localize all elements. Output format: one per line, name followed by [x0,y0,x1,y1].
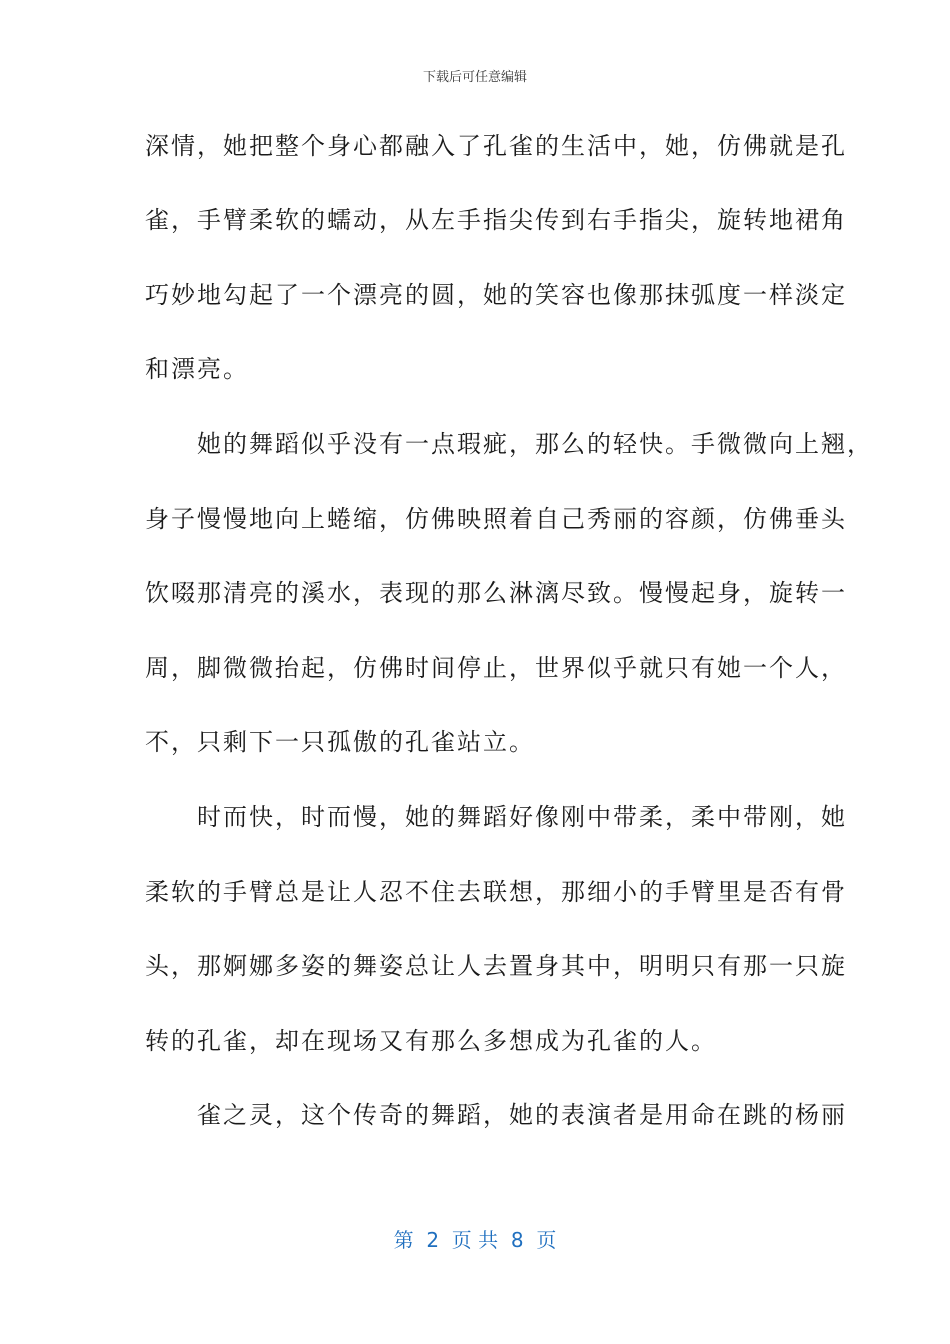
page-number-footer: 第 2 页 共 8 页 [393,1228,557,1252]
text-line: 雀，手臂柔软的蠕动，从左手指尖传到右手指尖，旋转地裙角 [145,206,847,234]
text-line: 柔软的手臂总是让人忍不住去联想，那细小的手臂里是否有骨 [145,878,847,906]
text-line: 不，只剩下一只孤傲的孔雀站立。 [145,728,535,756]
text-line: 饮啜那清亮的溪水，表现的那么淋漓尽致。慢慢起身，旋转一 [145,579,847,607]
text-line: 和漂亮。 [145,355,249,383]
text-line: 身子慢慢地向上蜷缩，仿佛映照着自己秀丽的容颜，仿佛垂头 [145,505,847,533]
text-line: 转的孔雀，却在现场又有那么多想成为孔雀的人。 [145,1027,717,1055]
text-line: 雀之灵，这个传奇的舞蹈，她的表演者是用命在跳的杨丽 [145,1101,847,1129]
text-line: 时而快，时而慢，她的舞蹈好像刚中带柔，柔中带刚，她 [145,803,847,831]
text-line: 周，脚微微抬起，仿佛时间停止，世界似乎就只有她一个人， [145,654,847,682]
page-header-note: 下载后可任意编辑 [422,70,527,85]
text-line: 深情，她把整个身心都融入了孔雀的生活中，她，仿佛就是孔 [145,132,847,160]
text-line: 她的舞蹈似乎没有一点瑕疵，那么的轻快。手微微向上翘， [145,430,873,458]
text-line: 巧妙地勾起了一个漂亮的圆，她的笑容也像那抹弧度一样淡定 [145,281,847,309]
text-line: 头，那婀娜多姿的舞姿总让人去置身其中，明明只有那一只旋 [145,952,847,980]
